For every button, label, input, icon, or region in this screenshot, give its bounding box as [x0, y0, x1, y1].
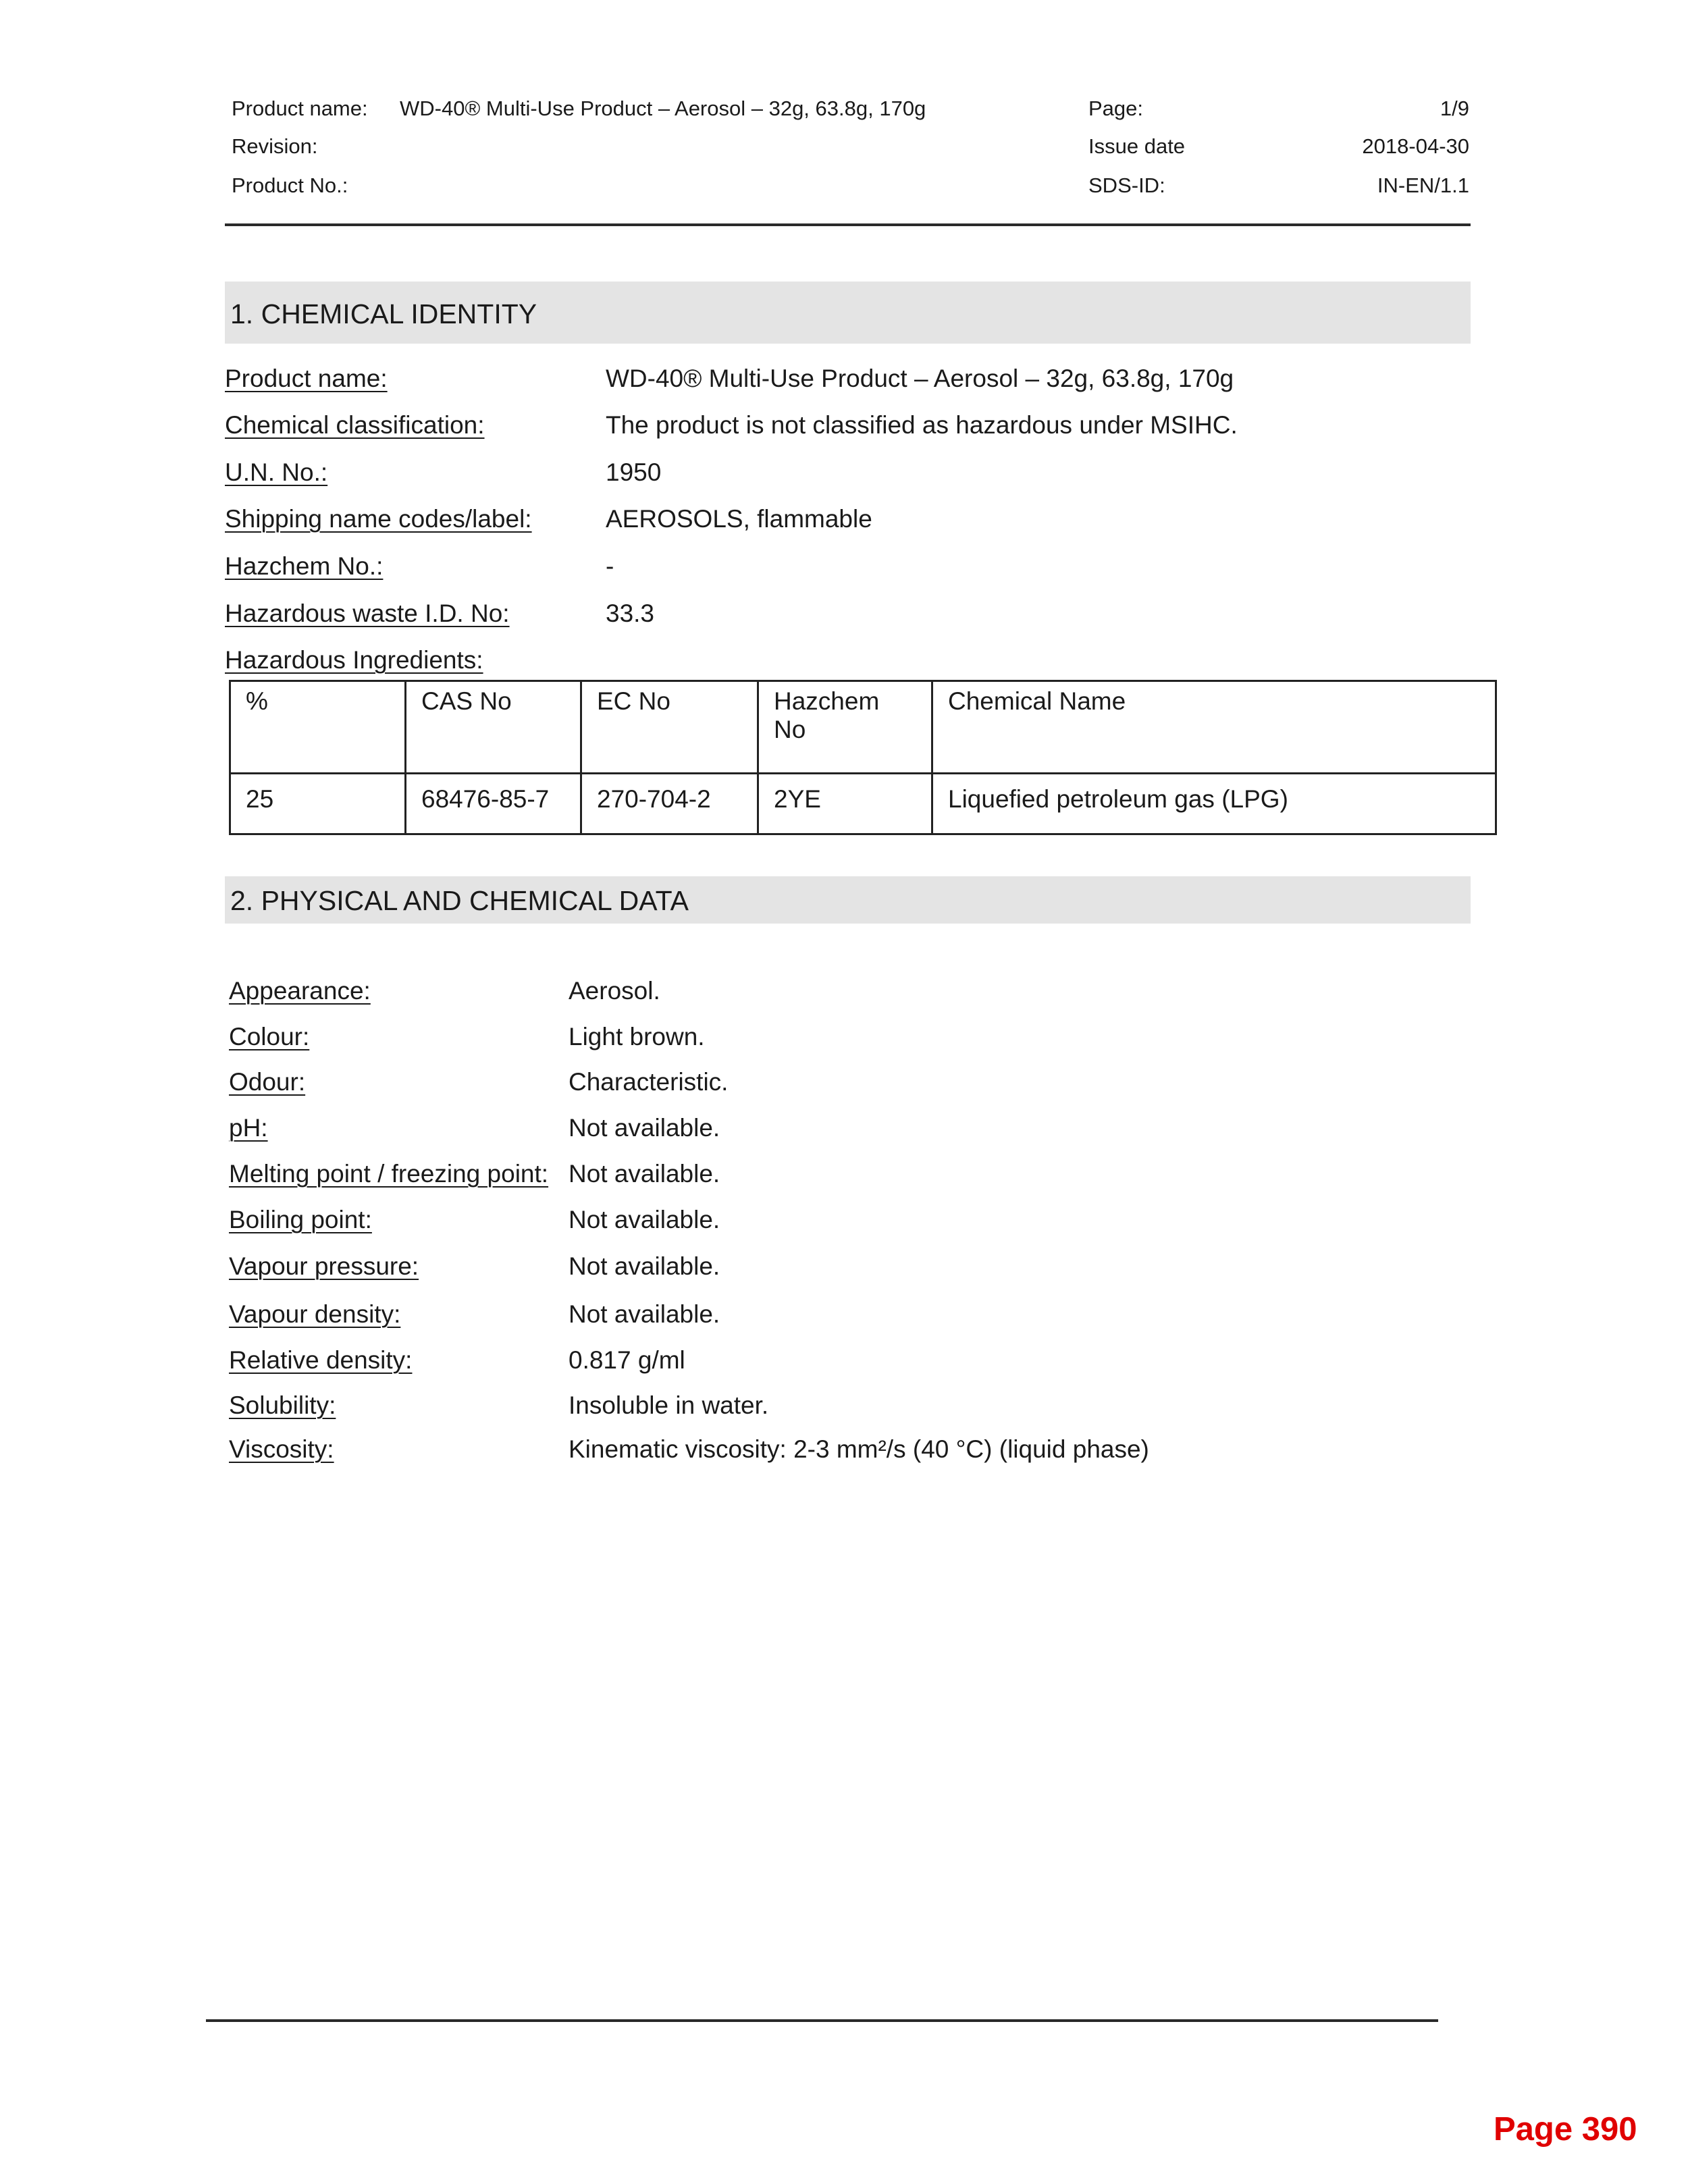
ph-label: pH:: [229, 1114, 268, 1142]
product-name-field-value: WD-40® Multi-Use Product – Aerosol – 32g, 63.8g, 170g: [606, 365, 1234, 392]
product-name-field-label: Product name:: [225, 365, 388, 392]
shipping-name-label: Shipping name codes/label:: [225, 505, 532, 533]
ph-value: Not available.: [569, 1114, 720, 1142]
colour-label: Colour:: [229, 1023, 310, 1050]
page-value: 1/9: [1440, 97, 1469, 120]
page-label: Page:: [1088, 97, 1144, 120]
shipping-name-value: AEROSOLS, flammable: [606, 505, 872, 533]
product-name-value: WD-40® Multi-Use Product – Aerosol – 32g, 63.8g, 170g: [400, 97, 926, 120]
section-1-header: [225, 282, 1471, 344]
header-divider: [225, 223, 1471, 226]
viscosity-value: Kinematic viscosity: 2-3 mm²/s (40 °C) (liquid phase): [569, 1435, 1149, 1463]
un-no-label: U.N. No.:: [225, 458, 328, 486]
vapour-density-value: Not available.: [569, 1300, 720, 1328]
column-header: EC No: [581, 681, 758, 774]
sds-id-label: SDS-ID:: [1088, 174, 1165, 197]
odour-label: Odour:: [229, 1068, 306, 1096]
hazchem-no-label: Hazchem No.:: [225, 552, 384, 580]
appearance-value: Aerosol.: [569, 977, 660, 1005]
column-header: %: [230, 681, 406, 774]
issue-date-label: Issue date: [1088, 134, 1186, 158]
vapour-density-label: Vapour density:: [229, 1300, 401, 1328]
issue-date-value: 2018-04-30: [1362, 134, 1469, 158]
sds-id-value: IN-EN/1.1: [1377, 174, 1469, 197]
melting-point-value: Not available.: [569, 1160, 720, 1188]
solubility-label: Solubility:: [229, 1391, 336, 1419]
appearance-label: Appearance:: [229, 977, 371, 1005]
column-header: CAS No: [406, 681, 581, 774]
un-no-value: 1950: [606, 458, 662, 486]
colour-value: Light brown.: [569, 1023, 705, 1050]
hazchem-no-value: -: [606, 552, 614, 580]
revision-label: Revision:: [232, 134, 318, 158]
table-cell: Liquefied petroleum gas (LPG): [932, 774, 1496, 834]
section-2-header: [225, 876, 1471, 924]
footer-divider: [206, 2019, 1438, 2022]
page-number-stamp: Page 390: [1494, 2111, 1637, 2148]
table-row: [230, 774, 1496, 834]
hazardous-waste-id-value: 33.3: [606, 600, 655, 627]
table-header-row: [230, 681, 1496, 774]
table-cell: 68476-85-7: [406, 774, 581, 834]
column-header: Hazchem No: [758, 681, 932, 774]
odour-value: Characteristic.: [569, 1068, 729, 1096]
hazardous-ingredients-label: Hazardous Ingredients:: [225, 646, 483, 674]
table-cell: 25: [230, 774, 406, 834]
hazardous-waste-id-label: Hazardous waste I.D. No:: [225, 600, 510, 627]
table-cell: 2YE: [758, 774, 932, 834]
vapour-pressure-label: Vapour pressure:: [229, 1252, 419, 1280]
product-no-label: Product No.:: [232, 174, 348, 197]
section-1-title: 1. CHEMICAL IDENTITY: [230, 298, 537, 329]
solubility-value: Insoluble in water.: [569, 1391, 769, 1419]
viscosity-label: Viscosity:: [229, 1435, 334, 1463]
relative-density-label: Relative density:: [229, 1346, 413, 1374]
table-cell: 270-704-2: [581, 774, 758, 834]
chemical-classification-value: The product is not classified as hazardous under MSIHC.: [606, 411, 1238, 439]
section-2-title: 2. PHYSICAL AND CHEMICAL DATA: [230, 885, 689, 916]
column-header: Chemical Name: [932, 681, 1496, 774]
product-name-label: Product name:: [232, 97, 368, 120]
boiling-point-label: Boiling point:: [229, 1206, 372, 1233]
vapour-pressure-value: Not available.: [569, 1252, 720, 1280]
boiling-point-value: Not available.: [569, 1206, 720, 1233]
chemical-classification-label: Chemical classification:: [225, 411, 485, 439]
relative-density-value: 0.817 g/ml: [569, 1346, 685, 1374]
melting-point-label: Melting point / freezing point:: [229, 1160, 549, 1188]
hazardous-ingredients-table: [229, 680, 1497, 835]
